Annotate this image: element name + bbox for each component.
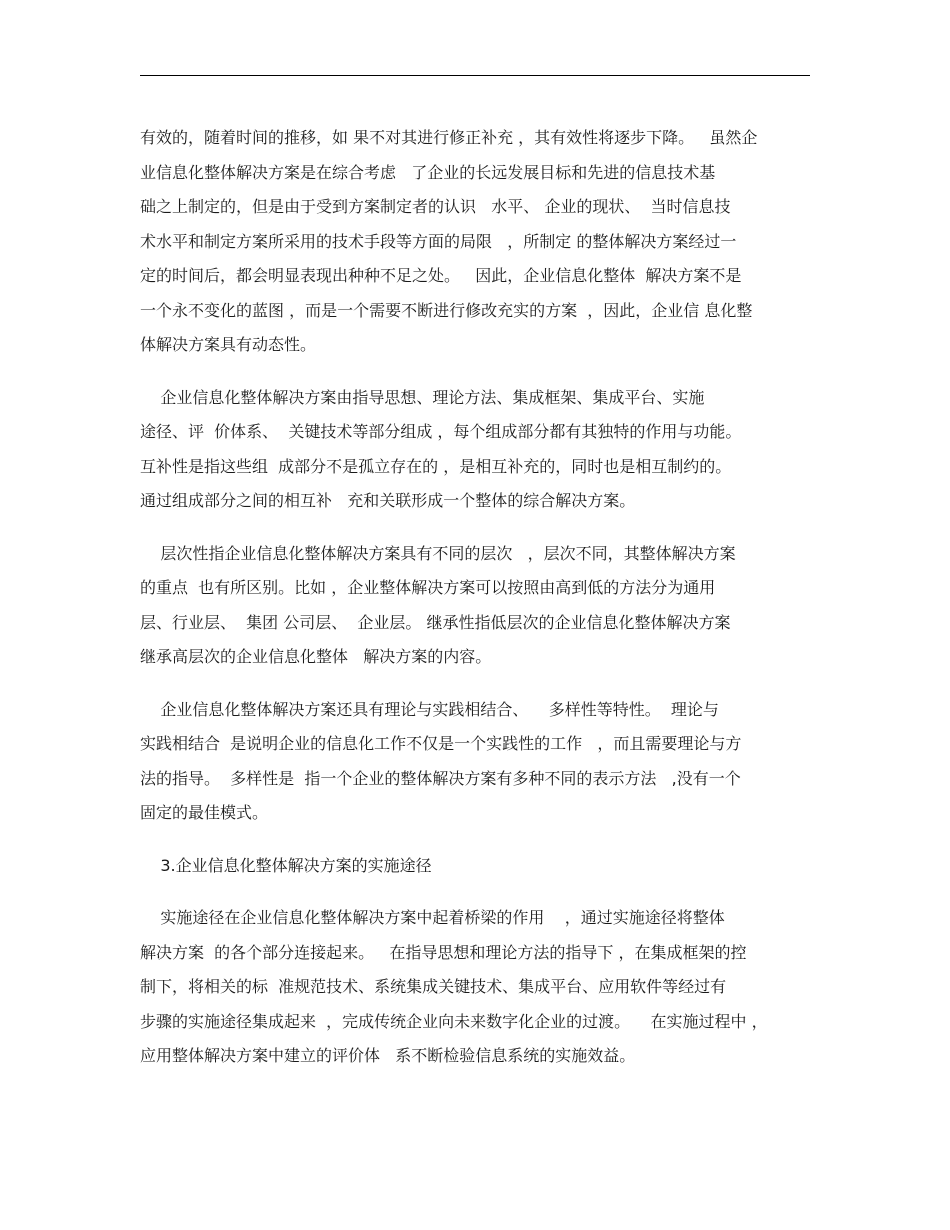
text-line: 法的指导。 多样性是 指一个企业的整体解决方案有多种不同的表示方法 ,没有一个 (140, 768, 741, 788)
document-body (140, 121, 812, 1074)
paragraph-theory-practice (140, 693, 812, 831)
text-line: 实施途径在企业信息化整体解决方案中起着桥梁的作用 ，通过实施途径将整体 (140, 908, 725, 927)
text-line: 应用整体解决方案中建立的评价体 系不断检验信息系统的实施效益。 (140, 1046, 636, 1065)
text-line: 定的时间后，都会明显表现出种种不足之处。 因此，企业信息化整体 解决方案不是 (140, 266, 742, 285)
text-line: 业信息化整体解决方案是在综合考虑 了企业的长远发展目标和先进的信息技术基 (140, 162, 716, 182)
text-line: 解决方案 的各个部分连接起来。 在指导思想和理论方法的指导下 ，在集成框架的控 (140, 942, 747, 962)
text-line: 有效的，随着时间的推移，如 果不对其进行修正补充 ，其有效性将逐步下降。 虽然企 (140, 128, 758, 147)
text-line: 互补性是指这些组 成部分不是孤立存在的 ，是相互补充的，同时也是相互制约的。 (140, 456, 732, 476)
paragraph-dynamic (140, 121, 812, 363)
text-line: 继承高层次的企业信息化整体 解决方案的内容。 (140, 647, 492, 666)
text-line: 层次性指企业信息化整体解决方案具有不同的层次 ，层次不同，其整体解决方案 (140, 543, 736, 563)
paragraph-implementation (140, 901, 812, 1074)
text-line: 一个永不变化的蓝图 ，而是一个需要不断进行修改充实的方案 ，因此，企业信 息化整 (140, 300, 753, 320)
text-line: 础之上制定的，但是由于受到方案制定者的认识 水平、 企业的现状、 当时信息技 (140, 197, 731, 216)
text-line: 层、行业层、 集团 公司层、 企业层。 继承性指低层次的企业信息化整体解决方案 (140, 612, 731, 632)
section-heading-text: 3.企业信息化整体解决方案的实施途径 (140, 855, 432, 875)
text-line: 体解决方案具有动态性。 (140, 335, 317, 354)
text-line: 通过组成部分之间的相互补 充和关联形成一个整体的综合解决方案。 (140, 491, 636, 510)
text-line: 企业信息化整体解决方案还具有理论与实践相结合、 多样性等特性。 理论与 (140, 699, 719, 719)
text-line: 制下，将相关的标 准规范技术、系统集成关键技术、集成平台、应用软件等经过有 (140, 977, 727, 996)
header-rule (140, 75, 810, 76)
text-line: 实践相结合 是说明企业的信息化工作不仅是一个实践性的工作 ，而且需要理论与方 (140, 734, 742, 753)
paragraph-hierarchy (140, 537, 812, 675)
text-line: 的重点 也有所区别。比如 ，企业整体解决方案可以按照由高到低的方法分为通用 (140, 578, 716, 597)
text-line: 术水平和制定方案所采用的技术手段等方面的局限 ，所制定 的整体解决方案经过一 (140, 231, 737, 251)
section-heading (140, 849, 812, 884)
text-line: 企业信息化整体解决方案由指导思想、理论方法、集成框架、集成平台、实施 (140, 387, 705, 407)
text-line: 固定的最佳模式。 (140, 803, 269, 822)
paragraph-complementary (140, 381, 812, 519)
text-line: 步骤的实施途径集成起来 ，完成传统企业向未来数字化企业的过渡。 在实施过程中 ， (140, 1011, 768, 1031)
text-line: 途径、评 价体系、 关键技术等部分组成 ，每个组成部分都有其独特的作用与功能。 (140, 422, 742, 441)
